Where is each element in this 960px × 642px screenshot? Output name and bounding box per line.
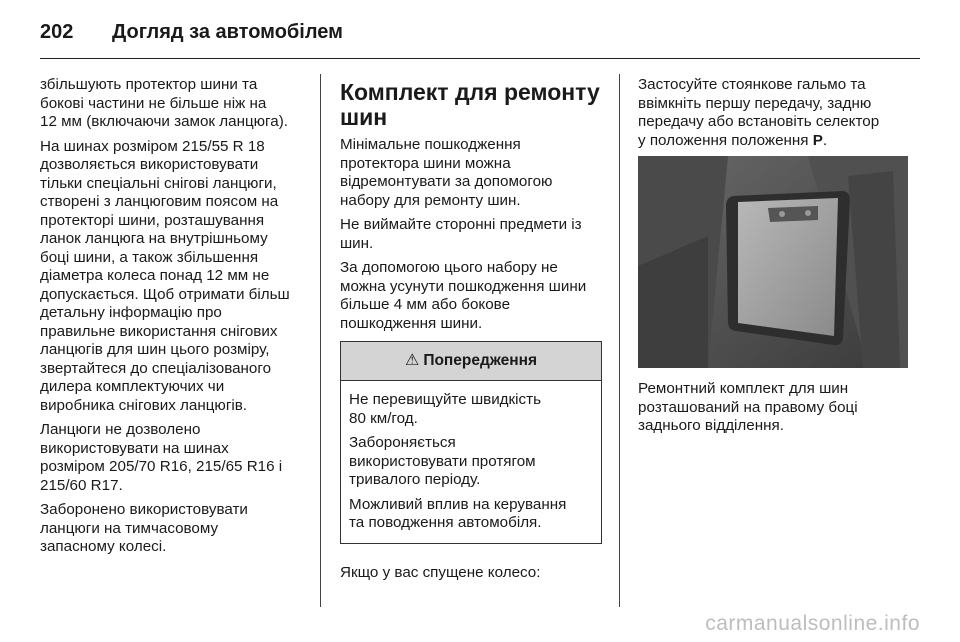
paragraph-text: Застосуйте стоянкове гальмо та ввімкніть першу передачу, задню передачу або встановіть селектор у положення положення [638,76,880,149]
trunk-illustration [638,156,908,368]
warning-paragraph: Не перевищуйте швидкість 80 км/год. [349,391,542,427]
tire-repair-kit-photo [638,156,908,368]
paragraph: Ланцюги не дозволено використовувати на шинах розміром 205/70 R16, 215/65 R16 і 215/60 R17. [40,421,283,494]
warning-box [340,341,602,544]
column-divider-1 [320,74,321,607]
section-title: Комплект для ремонту шин [340,79,600,130]
paragraph [638,76,908,150]
paragraph: збільшують протектор шини та бокові частини не більше ніж на 12 мм (включаючи замок ланцюга). [40,76,288,130]
warning-triangle-icon: ⚠ [404,351,420,369]
column-1 [40,76,314,563]
page-number: 202 [40,20,74,43]
paragraph: Мінімальне пошкодження протектора шини можна відремонтувати за допомогою набору для ремонту шин. [340,136,553,209]
running-title: Догляд за автомобілем [112,20,343,43]
warning-paragraph: Можливий вплив на керування та поводження автомобіля. [349,495,567,531]
paragraph: На шинах розміром 215/55 R 18 дозволяється використовувати тільки спеціальні снігові ланцюги, створені з ланцюговим поясом на протекторі шини, розташування ланок ланцюга на внутрішньому боці шини, а також збільшення діаметра колеса понад 12 мм не допускається. Щоб отримати більш детальну інформацію про правильне використання снігових ланцюгів для шин цього розміру, звертайтеся до спеціалізованого дилера комплектуючих чи виробника снігових ланцюгів. [40,137,290,414]
page-header [40,14,343,50]
watermark: carmanualsonline.info [705,612,920,635]
gear-position-p: P [812,131,823,149]
paragraph: Заборонено використовувати ланцюги на тимчасовому запасному колесі. [40,501,248,555]
paragraph-end: . [822,131,828,149]
warning-paragraph: Забороняється використовувати протягом тривалого періоду. [349,434,536,488]
paragraph: Якщо у вас спущене колесо: [340,563,541,581]
warning-title: Попередження [423,351,538,369]
paragraph: Не виймайте сторонні предмети із шин. [340,216,582,252]
column-3 [638,76,908,442]
warning-header [341,342,601,381]
paragraph: За допомогою цього набору не можна усунути пошкодження шини більше 4 мм або бокове пошкодження шини. [340,259,587,332]
column-divider-2 [619,74,620,607]
column-2 [340,76,602,588]
photo-caption: Ремонтний комплект для шин розташований на правому боці заднього відділення. [638,380,858,434]
warning-body [341,381,601,543]
header-rule [40,58,920,59]
